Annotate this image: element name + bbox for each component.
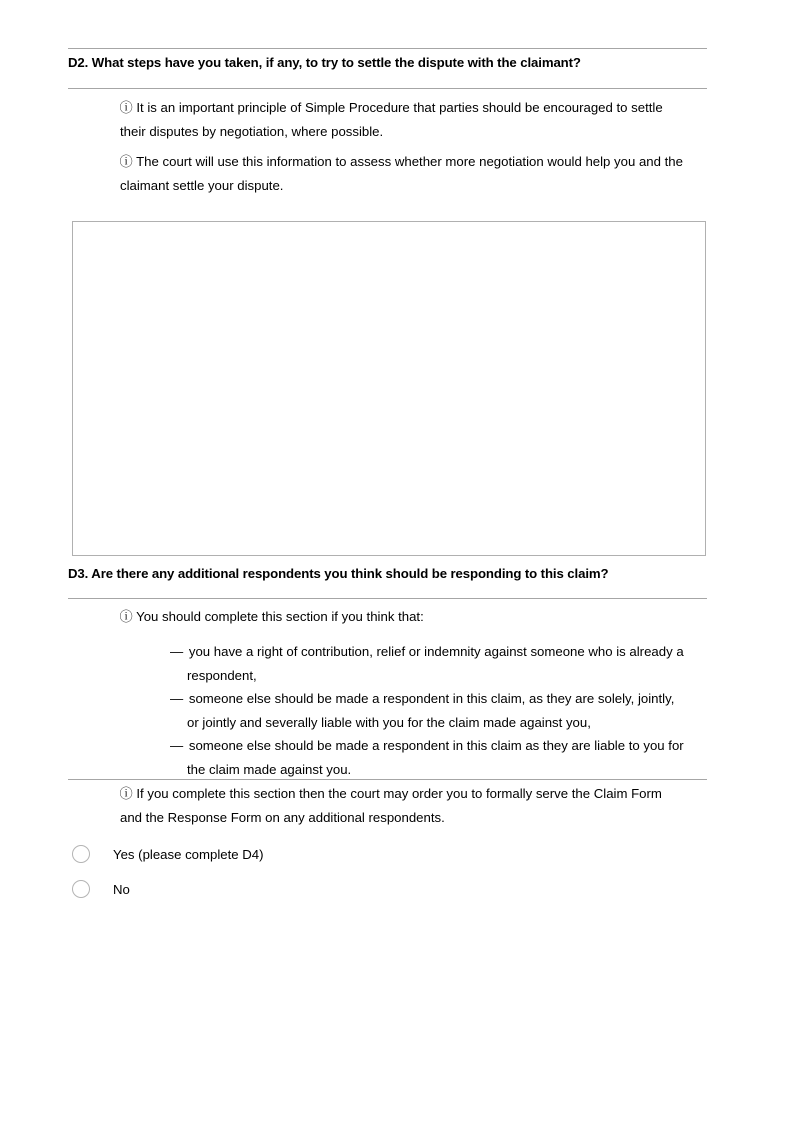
info-icon: ⓘ [119, 786, 137, 801]
info-icon: ⓘ [119, 609, 137, 624]
d3-bullet-item [170, 687, 686, 734]
d3-info-footer [120, 782, 686, 829]
d2-info-note-1-text: It is an important principle of Simple Procedure that parties should be encouraged to settle their disputes by negotiation, where possible. [120, 100, 663, 139]
section-d2-heading: D2. What steps have you taken, if any, to try to settle the dispute with the claimant? [68, 55, 581, 70]
divider-below-d3-heading [68, 598, 707, 599]
d3-info-lead-text: You should complete this section if you think that: [136, 609, 424, 624]
info-icon: ⓘ [119, 154, 137, 169]
dash-bullet-icon: — [170, 738, 189, 753]
d2-info-note-2-text: The court will use this information to assess whether more negotiation would help you and the claimant settle your dispute. [120, 154, 683, 193]
d2-info-note-2 [120, 150, 686, 197]
radio-button-yes[interactable] [72, 845, 90, 863]
d3-option-no-label: No [113, 882, 130, 897]
d3-bullet-item [170, 640, 686, 687]
divider-above-d3-footer-note [68, 779, 707, 780]
d3-option-yes-label: Yes (please complete D4) [113, 847, 264, 862]
d2-info-note-1 [120, 96, 686, 143]
divider-below-d2-heading [68, 88, 707, 89]
dash-bullet-icon: — [170, 644, 189, 659]
d3-option-no[interactable] [72, 880, 692, 902]
d3-bullet-item-text: you have a right of contribution, relief or indemnity against someone who is already a respondent, [187, 644, 684, 683]
info-icon: ⓘ [119, 100, 137, 115]
d3-option-yes[interactable] [72, 845, 692, 867]
d3-bullet-item-text: someone else should be made a respondent in this claim, as they are solely, jointly, or jointly and severally liable with you for the claim made against you, [187, 691, 675, 730]
d3-bullet-item-text: someone else should be made a respondent in this claim as they are liable to you for the claim made against you. [187, 738, 684, 777]
d3-info-lead [120, 605, 686, 629]
divider-above-d2-heading [68, 48, 707, 49]
d2-answer-textbox[interactable] [72, 221, 706, 556]
radio-button-no[interactable] [72, 880, 90, 898]
section-d3-heading: D3. Are there any additional respondents you think should be responding to this claim? [68, 566, 609, 581]
dash-bullet-icon: — [170, 691, 189, 706]
d3-bullet-item [170, 734, 686, 781]
d3-info-footer-text: If you complete this section then the court may order you to formally serve the Claim Form and the Response Form on any additional respondents. [120, 786, 662, 825]
